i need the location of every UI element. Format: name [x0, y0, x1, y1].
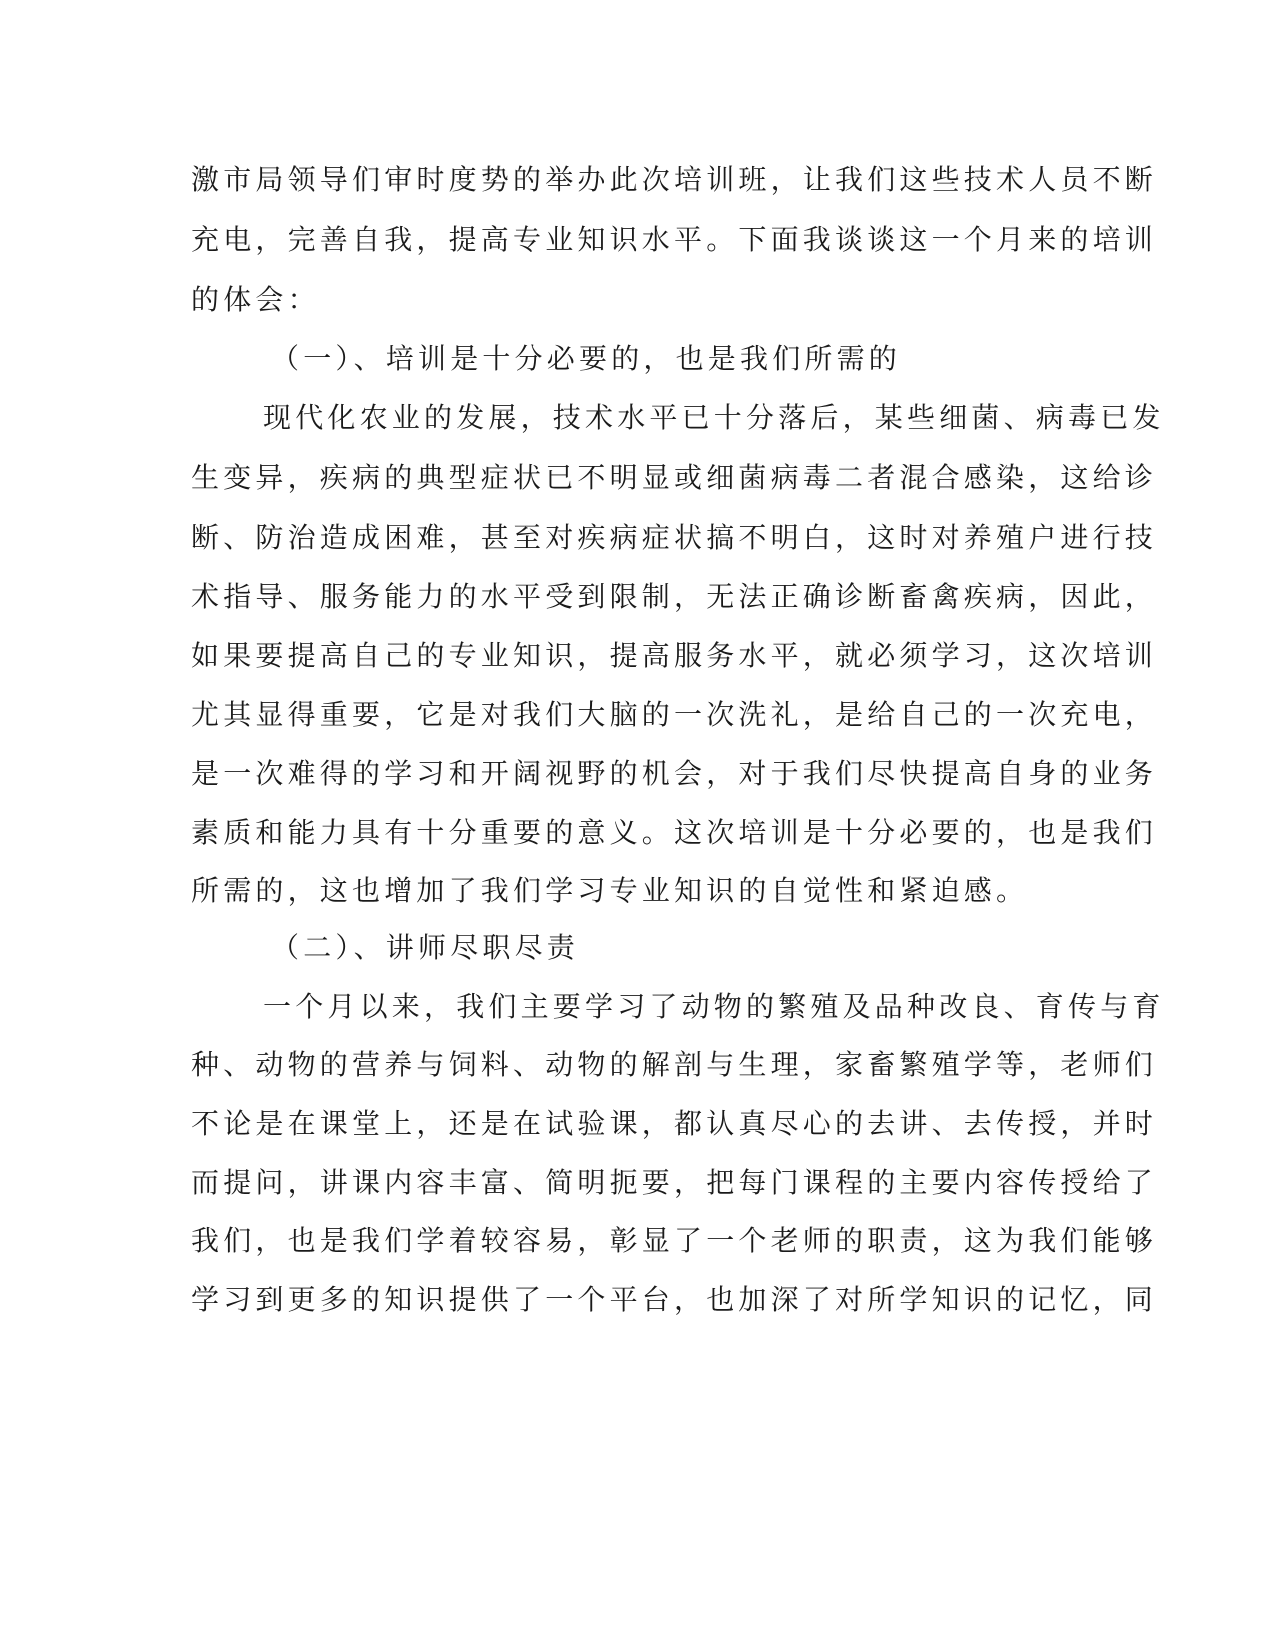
paragraph-line: 我们，也是我们学着较容易，彰显了一个老师的职责，这为我们能够 — [191, 1224, 1158, 1257]
paragraph-line: 激市局领导们审时度势的举办此次培训班，让我们这些技术人员不断 — [191, 163, 1158, 196]
paragraph-line: 素质和能力具有十分重要的意义。这次培训是十分必要的，也是我们 — [191, 816, 1158, 849]
paragraph-line: 不论是在课堂上，还是在试验课，都认真尽心的去讲、去传授，并时 — [191, 1107, 1158, 1140]
paragraph-line: 生变异，疾病的典型症状已不明显或细菌病毒二者混合感染，这给诊 — [191, 461, 1158, 494]
paragraph-line: 是一次难得的学习和开阔视野的机会，对于我们尽快提高自身的业务 — [191, 757, 1158, 790]
paragraph-line: 一个月以来，我们主要学习了动物的繁殖及品种改良、育传与育 — [263, 990, 1165, 1023]
paragraph-line: 学习到更多的知识提供了一个平台，也加深了对所学知识的记忆，同 — [191, 1283, 1158, 1316]
paragraph-line: 种、动物的营养与饲料、动物的解剖与生理，家畜繁殖学等，老师们 — [191, 1048, 1158, 1081]
paragraph-line: 如果要提高自己的专业知识，提高服务水平，就必须学习，这次培训 — [191, 639, 1158, 672]
paragraph-line: 而提问，讲课内容丰富、简明扼要，把每门课程的主要内容传授给了 — [191, 1166, 1158, 1199]
paragraph-line: 术指导、服务能力的水平受到限制，无法正确诊断畜禽疾病，因此， — [191, 580, 1158, 613]
paragraph-line: 尤其显得重要，它是对我们大脑的一次洗礼，是给自己的一次充电， — [191, 698, 1158, 731]
section-heading-1: （一）、培训是十分必要的，也是我们所需的 — [271, 342, 902, 375]
paragraph-line: 现代化农业的发展，技术水平已十分落后，某些细菌、病毒已发 — [263, 401, 1165, 434]
paragraph-line: 断、防治造成困难，甚至对疾病症状搞不明白，这时对养殖户进行技 — [191, 521, 1158, 554]
paragraph-line: 的体会： — [191, 283, 320, 316]
paragraph-line: 所需的，这也增加了我们学习专业知识的自觉性和紧迫感。 — [191, 874, 1029, 907]
section-heading-2: （二）、讲师尽职尽责 — [271, 931, 580, 964]
paragraph-line: 充电，完善自我，提高专业知识水平。下面我谈谈这一个月来的培训 — [191, 223, 1158, 256]
